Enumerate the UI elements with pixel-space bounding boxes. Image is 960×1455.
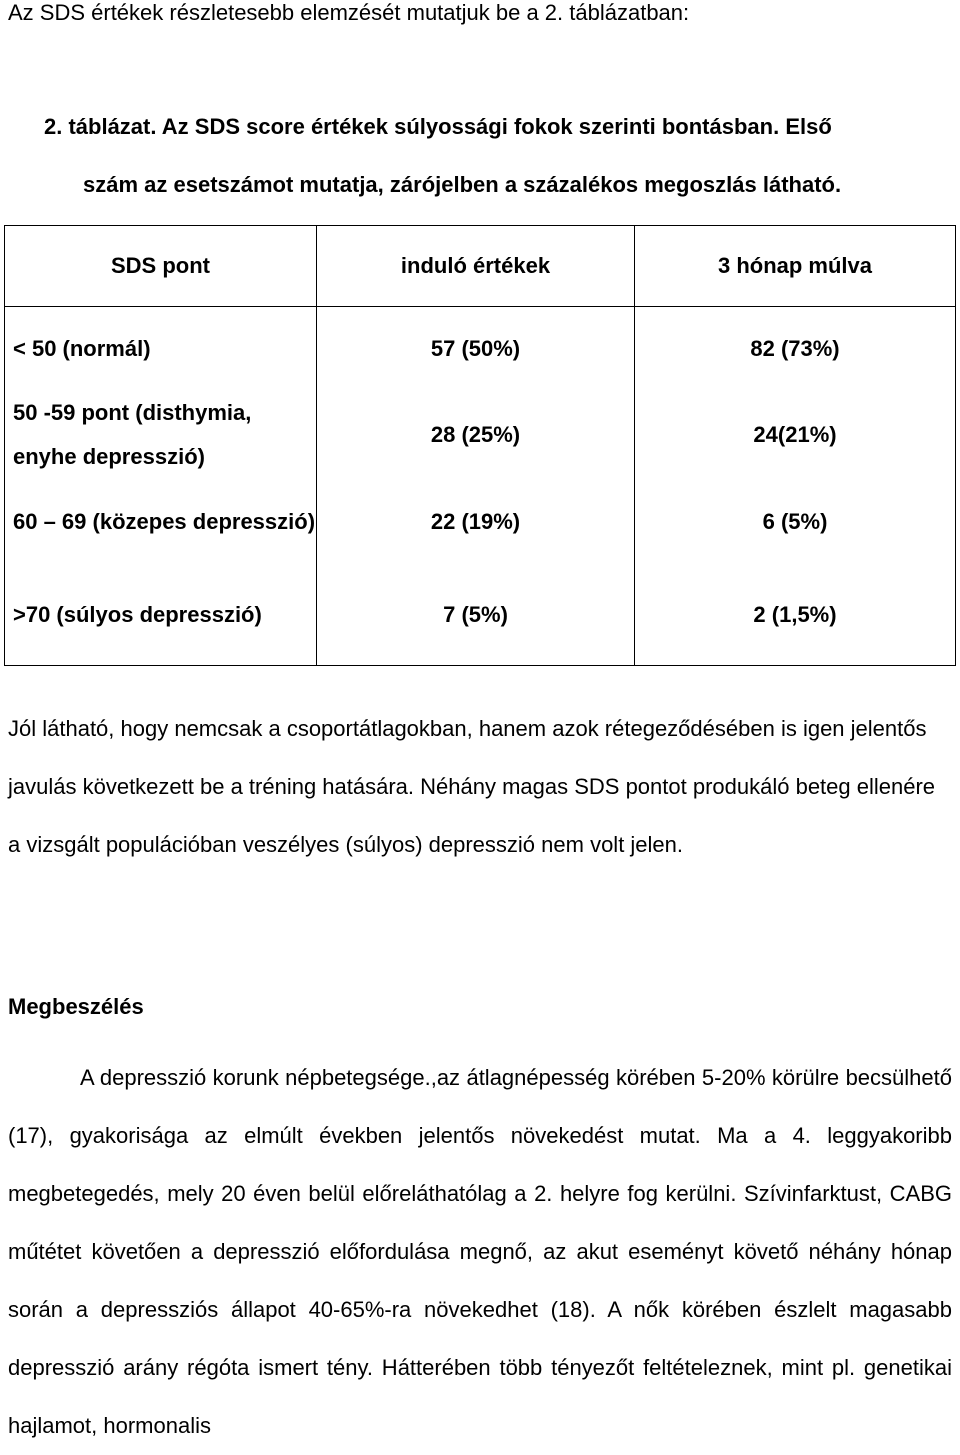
table-row [5,479,956,565]
table-header-cell: SDS pont [5,226,317,307]
section-heading: Megbeszélés [8,994,144,1019]
after-3-months-cell: 6 (5%) [635,479,956,565]
category-cell: 60 – 69 (közepes depresszió) [5,479,317,565]
results-paragraph: Jól látható, hogy nemcsak a csoportátlagokban, hanem azok rétegeződésében is igen jelentős javulás következett be a tréning hatására. Néhány magas SDS pontot produkáló beteg ellenére a vizsgált populációban veszélyes (súlyos) depresszió nem volt jelen. [8,716,936,857]
baseline-cell: 22 (19%) [317,479,635,565]
after-3-months-cell: 24(21%) [635,391,956,479]
after-3-months-cell: 2 (1,5%) [635,565,956,666]
category-cell: 50 -59 pont (disthymia, enyhe depresszió) [5,391,317,479]
category-cell: < 50 (normál) [5,307,317,392]
table-row [5,307,956,392]
baseline-cell: 57 (50%) [317,307,635,392]
table-header-cell: 3 hónap múlva [635,226,956,307]
table-header-cell: induló értékek [317,226,635,307]
table-caption-line-2: szám az esetszámot mutatja, zárójelben a százalékos megoszlás látható. [83,172,842,197]
table-row [5,391,956,479]
baseline-cell: 7 (5%) [317,565,635,666]
sds-score-table [4,225,956,666]
table-caption-line-1: 2. táblázat. Az SDS score értékek súlyossági fokok szerinti bontásban. Első [44,114,832,139]
discussion-paragraph: A depresszió korunk népbetegsége.,az átlagnépesség körében 5-20% körülre becsülhető (17), gyakorisága az elmúlt években jelentős növekedést mutat. Ma a 4. leggyakoribb megbetegedés, mely 20 éven belül előreláthatólag a 2. helyre fog kerülni. Szívinfarktust, CABG műtétet követően a depresszió előfordulása megnő, az akut eseményt követő néhány hónap során a depressziós állapot 40-65%-ra növekedhet (18). A nők körében észlelt magasabb depresszió arány régóta ismert tény. Hátterében több tényezőt feltételeznek, mint pl. genetikai hajlamot, hormonalis [8,1065,952,1438]
table-row [5,565,956,666]
baseline-cell: 28 (25%) [317,391,635,479]
category-cell: >70 (súlyos depresszió) [5,565,317,666]
after-3-months-cell: 82 (73%) [635,307,956,392]
table-header-row [5,226,956,307]
intro-text: Az SDS értékek részletesebb elemzését mutatjuk be a 2. táblázatban: [8,0,690,25]
